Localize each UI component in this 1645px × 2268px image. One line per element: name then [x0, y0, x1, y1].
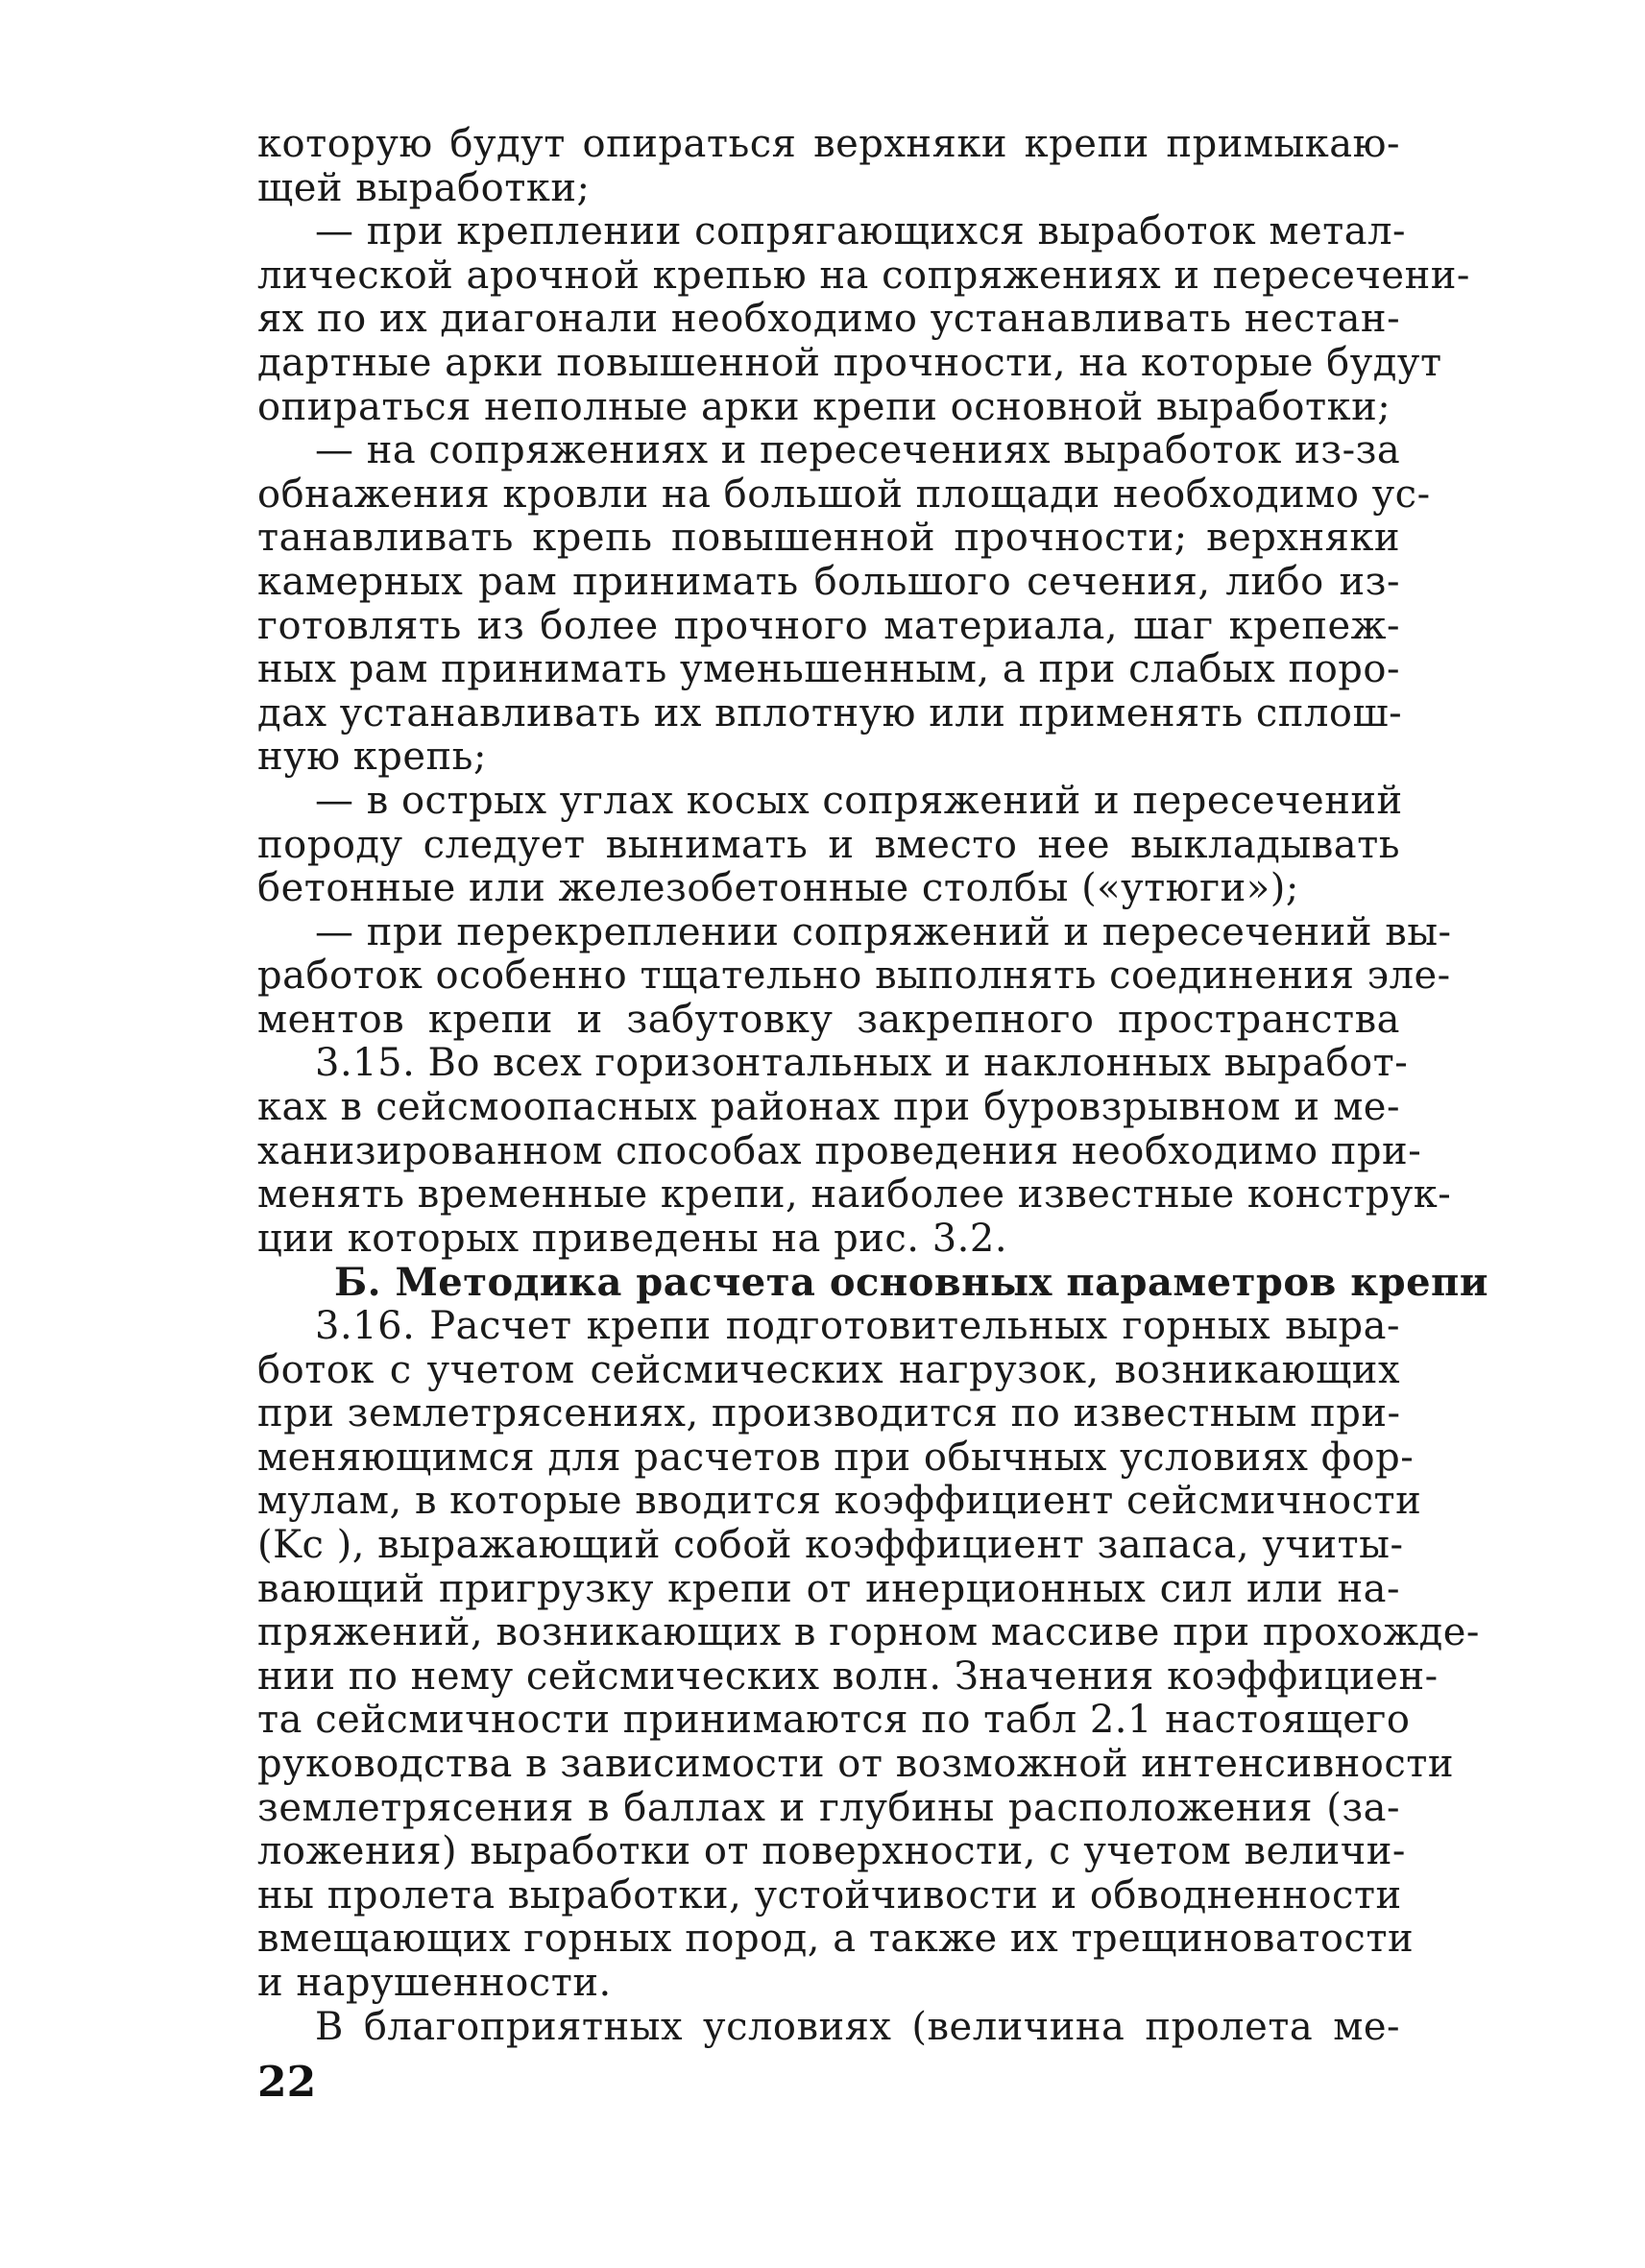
text-line: (Kc ), выражающий собой коэффициент запаса, учиты- — [257, 1523, 1404, 1567]
text-line: танавливать крепь повышенной прочности; верхняки — [257, 516, 1400, 561]
text-line: дартные арки повышенной прочности, на которые будут — [257, 340, 1442, 385]
text-line: ную крепь; — [257, 735, 487, 780]
text-line: 3.15. Во всех горизонтальных и наклонных выработ- — [315, 1041, 1409, 1086]
text-line: пряжений, возникающих в горном массиве при прохожде- — [257, 1610, 1480, 1655]
text-line: готовлять из более прочного материала, шаг крепеж- — [257, 603, 1400, 648]
text-line: мулам, в которые вводится коэффициент сейсмичности — [257, 1479, 1422, 1524]
text-line: землетрясения в баллах и глубины расположения (за- — [257, 1785, 1400, 1830]
text-line: породу следует вынимать и вместо нее выкладывать — [257, 822, 1400, 867]
text-line: ложения) выработки от поверхности, с учетом величи- — [257, 1829, 1406, 1874]
text-line: лической арочной крепью на сопряжениях и пересечени- — [257, 253, 1470, 298]
text-line: работок особенно тщательно выполнять соединения эле- — [257, 953, 1451, 999]
text-line: меняющимся для расчетов при обычных условиях фор- — [257, 1435, 1415, 1480]
page-number: 22 — [257, 2058, 317, 2107]
text-line: 3.16. Расчет крепи подготовительных горных выра- — [315, 1304, 1400, 1349]
text-line: щей выработки; — [257, 165, 591, 210]
page-body — [257, 122, 1488, 2049]
text-line: дах устанавливать их вплотную или применять сплош- — [257, 690, 1403, 736]
text-line: при землетрясениях, производится по известным при- — [257, 1391, 1401, 1436]
text-line: — при перекреплении сопряжений и пересечений вы- — [315, 909, 1452, 954]
text-line: та сейсмичности принимаются по табл 2.1 настоящего — [257, 1698, 1411, 1743]
text-line: — в острых углах косых сопряжений и пересечений — [315, 778, 1403, 823]
text-line: боток с учетом сейсмических нагрузок, возникающих — [257, 1347, 1400, 1392]
text-line: вающий пригрузку крепи от инерционных сил или на- — [257, 1566, 1400, 1611]
text-line: руководства в зависимости от возможной интенсивности — [257, 1741, 1455, 1786]
text-line: менять временные крепи, наиболее известные конструк- — [257, 1172, 1452, 1218]
text-line: ханизированном способах проведения необходимо при- — [257, 1128, 1422, 1173]
text-line: ны пролета выработки, устойчивости и обводненности — [257, 1872, 1402, 1918]
text-line: вмещающих горных пород, а также их трещиноватости — [257, 1917, 1415, 1962]
section-heading: Б. Методика расчета основных параметров крепи — [334, 1260, 1488, 1306]
text-line: которую будут опираться верхняки крепи примыкаю- — [257, 122, 1400, 166]
text-line: ции которых приведены на рис. 3.2. — [257, 1216, 1008, 1261]
text-line: обнажения кровли на большой площади необходимо ус- — [257, 471, 1431, 517]
text-line: ях по их диагонали необходимо устанавливать нестан- — [257, 297, 1401, 342]
text-line: В благоприятных условиях (величина пролета ме- — [315, 2004, 1400, 2049]
text-line: ках в сейсмоопасных районах при буровзрывном и ме- — [257, 1085, 1400, 1130]
text-line: — при креплении сопрягающихся выработок метал- — [315, 209, 1407, 254]
text-line: — на сопряжениях и пересечениях выработок из-за — [315, 428, 1401, 473]
text-line: нии по нему сейсмических волн. Значения коэффициен- — [257, 1653, 1439, 1699]
text-line: ментов крепи и забутовку закрепного пространства — [257, 997, 1400, 1042]
text-line: ных рам принимать уменьшенным, а при слабых поро- — [257, 647, 1400, 692]
text-line: камерных рам принимать большого сечения, либо из- — [257, 559, 1400, 604]
text-line: опираться неполные арки крепи основной выработки; — [257, 384, 1391, 429]
text-line: бетонные или железобетонные столбы («утюги»); — [257, 866, 1299, 911]
text-line: и нарушенности. — [257, 1960, 612, 2005]
